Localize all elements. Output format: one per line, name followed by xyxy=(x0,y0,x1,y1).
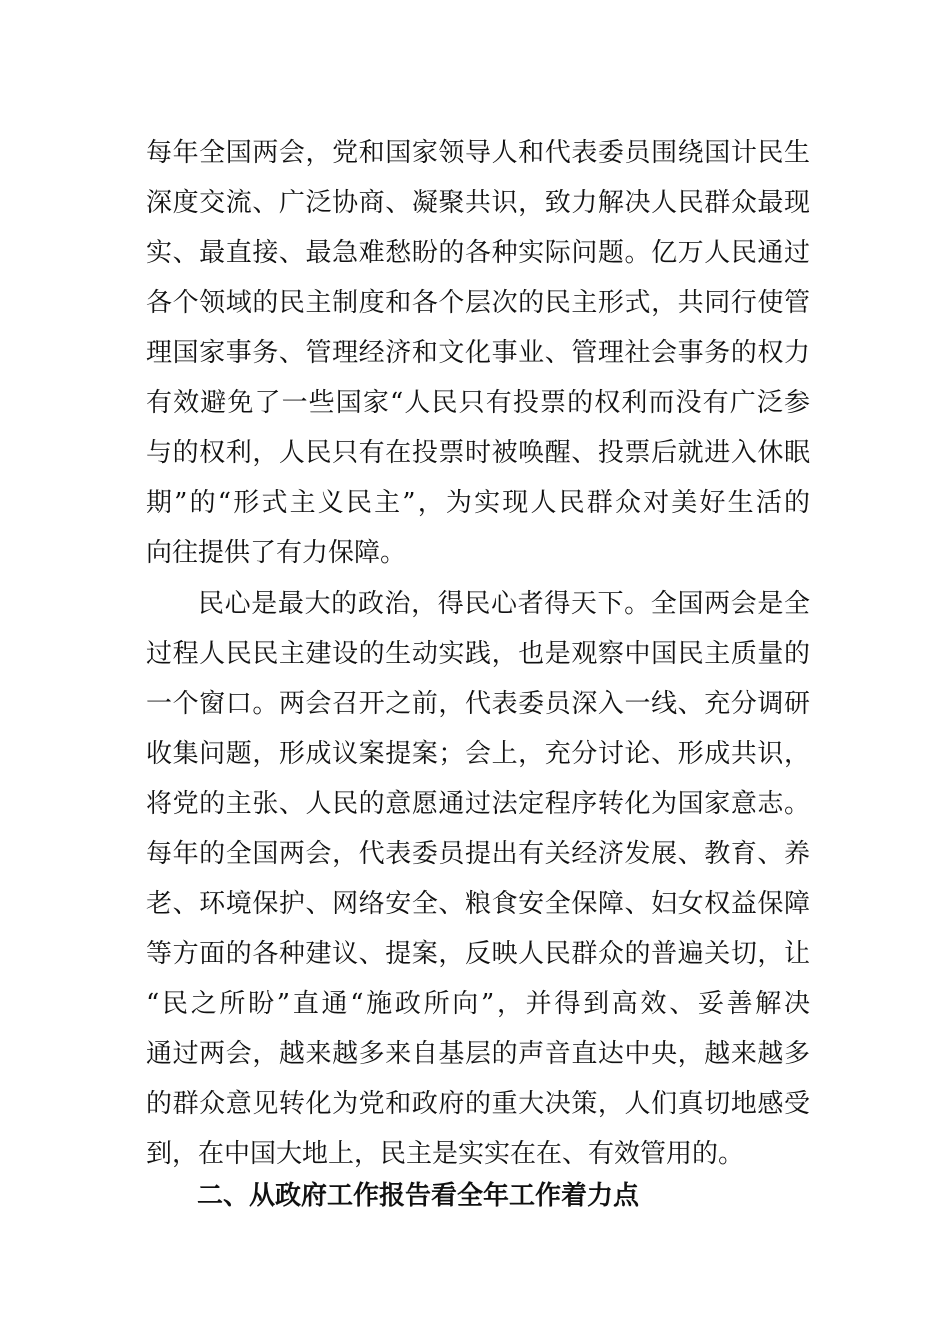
paragraph-line: 每年的全国两会，代表委员提出有关经济发展、教育、养 xyxy=(146,839,810,869)
paragraph-line: 与的权利，人民只有在投票时被唤醒、投票后就进入休眠 xyxy=(146,438,810,468)
paragraph-line: 实、最直接、最急难愁盼的各种实际问题。亿万人民通过 xyxy=(146,238,810,268)
paragraph-line: 过程人民民主建设的生动实践，也是观察中国民主质量的 xyxy=(146,639,810,669)
section-heading: 二、从政府工作报告看全年工作着力点 xyxy=(197,1181,640,1211)
paragraph-line: 通过两会，越来越多来自基层的声音直达中央，越来越多 xyxy=(146,1039,810,1069)
paragraph-line: 的群众意见转化为党和政府的重大决策，人们真切地感受 xyxy=(146,1089,810,1119)
paragraph-line: 民心是最大的政治，得民心者得天下。全国两会是全 xyxy=(198,589,810,619)
paragraph-line: 深度交流、广泛协商、凝聚共识，致力解决人民群众最现 xyxy=(146,188,810,218)
paragraph-line: 理国家事务、管理经济和文化事业、管理社会事务的权力 xyxy=(146,338,810,368)
paragraph-line: 将党的主张、人民的意愿通过法定程序转化为国家意志。 xyxy=(146,789,810,819)
paragraph-line: “民之所盼”直通“施政所向”，并得到高效、妥善解决 xyxy=(146,989,810,1019)
paragraph-line: 各个领域的民主制度和各个层次的民主形式，共同行使管 xyxy=(146,288,810,318)
paragraph-line: 期”的“形式主义民主”，为实现人民群众对美好生活的 xyxy=(146,488,810,518)
paragraph-1 xyxy=(146,128,810,578)
paragraph-2 xyxy=(146,579,810,1179)
paragraph-line: 每年全国两会，党和国家领导人和代表委员围绕国计民生 xyxy=(146,138,810,168)
paragraph-line: 等方面的各种建议、提案，反映人民群众的普遍关切，让 xyxy=(146,939,810,969)
paragraph-line: 有效避免了一些国家“人民只有投票的权利而没有广泛参 xyxy=(146,388,810,418)
paragraph-line: 向往提供了有力保障。 xyxy=(146,538,407,568)
paragraph-line: 到，在中国大地上，民主是实实在在、有效管用的。 xyxy=(146,1139,745,1169)
paragraph-line: 一个窗口。两会召开之前，代表委员深入一线、充分调研 xyxy=(146,689,810,719)
paragraph-line: 收集问题，形成议案提案；会上，充分讨论、形成共识， xyxy=(146,739,810,769)
paragraph-line: 老、环境保护、网络安全、粮食安全保障、妇女权益保障 xyxy=(146,889,810,919)
